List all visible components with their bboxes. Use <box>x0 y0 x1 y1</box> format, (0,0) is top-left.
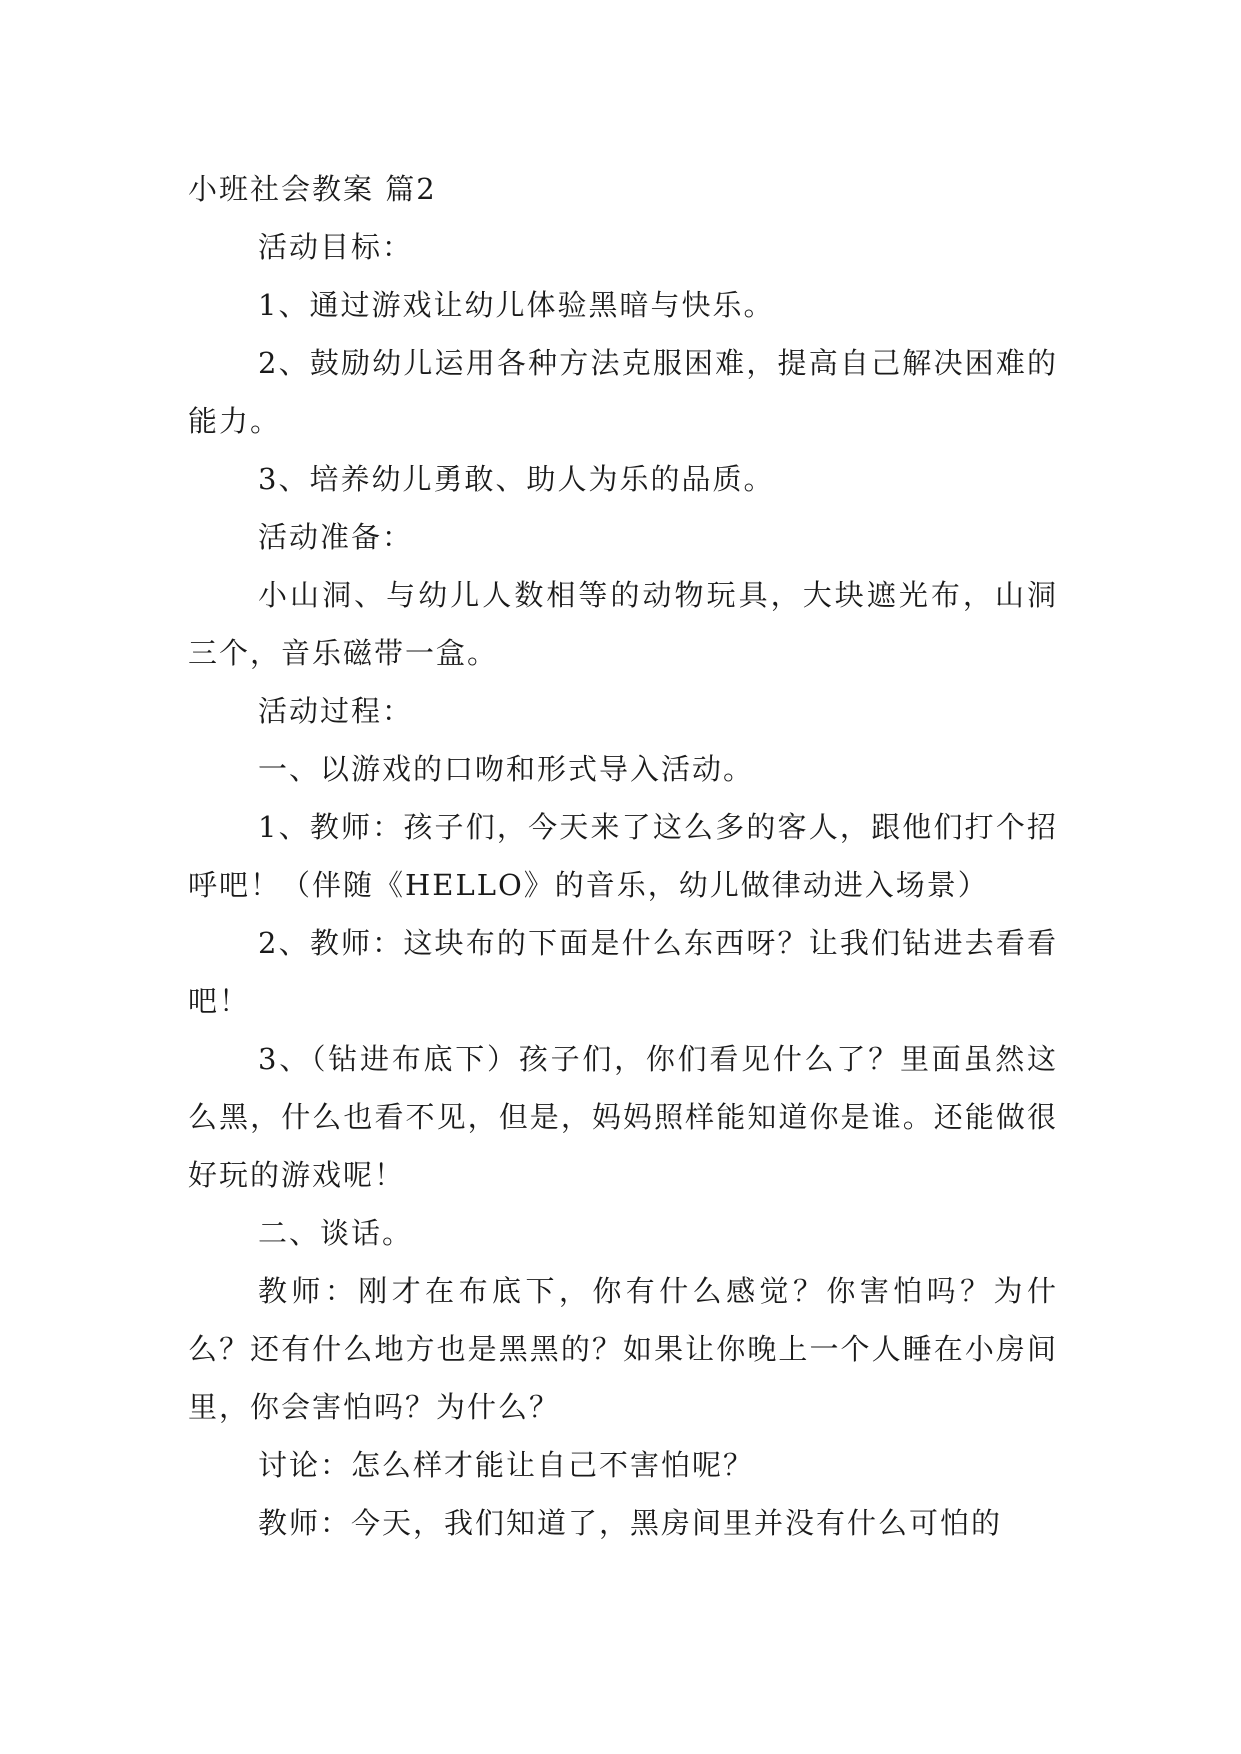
process-step-1-item-2: 2、教师：这块布的下面是什么东西呀？让我们钻进去看看吧！ <box>188 926 1058 1018</box>
teacher-dialogue-1: 教师：刚才在布底下，你有什么感觉？你害怕吗？为什么？还有什么地方也是黑黑的？如果让你晚上一个人睡在小房间里，你会害怕吗？为什么？ <box>188 1274 1058 1424</box>
preparation-text: 小山洞、与幼儿人数相等的动物玩具，大块遮光布，山洞三个，音乐磁带一盒。 <box>188 578 1058 670</box>
goal-item-3: 3、培养幼儿勇敢、助人为乐的品质。 <box>258 462 775 496</box>
process-step-1-item-3: 3、（钻进布底下）孩子们，你们看见什么了？里面虽然这么黑，什么也看不见，但是，妈妈照样能知道你是谁。还能做很好玩的游戏呢！ <box>188 1042 1058 1192</box>
document-title: 小班社会教案 篇2 <box>188 172 437 206</box>
process-step-2-heading: 二、谈话。 <box>258 1216 414 1250</box>
goal-item-1: 1、通过游戏让幼儿体验黑暗与快乐。 <box>258 288 775 322</box>
process-step-1-heading: 一、以游戏的口吻和形式导入活动。 <box>258 752 755 786</box>
document-body <box>188 160 1058 1552</box>
discussion-text: 讨论：怎么样才能让自己不害怕呢？ <box>258 1448 755 1482</box>
goal-item-2: 2、鼓励幼儿运用各种方法克服困难，提高自己解决困难的能力。 <box>188 346 1058 438</box>
section-heading-goals: 活动目标： <box>258 230 414 264</box>
section-heading-preparation: 活动准备： <box>258 520 414 554</box>
process-step-1-item-1: 1、教师：孩子们，今天来了这么多的客人，跟他们打个招呼吧！（伴随《HELLO》的音乐，幼儿做律动进入场景） <box>188 810 1058 902</box>
teacher-dialogue-2: 教师：今天，我们知道了，黑房间里并没有什么可怕的 <box>258 1506 1003 1540</box>
section-heading-process: 活动过程： <box>258 694 414 728</box>
